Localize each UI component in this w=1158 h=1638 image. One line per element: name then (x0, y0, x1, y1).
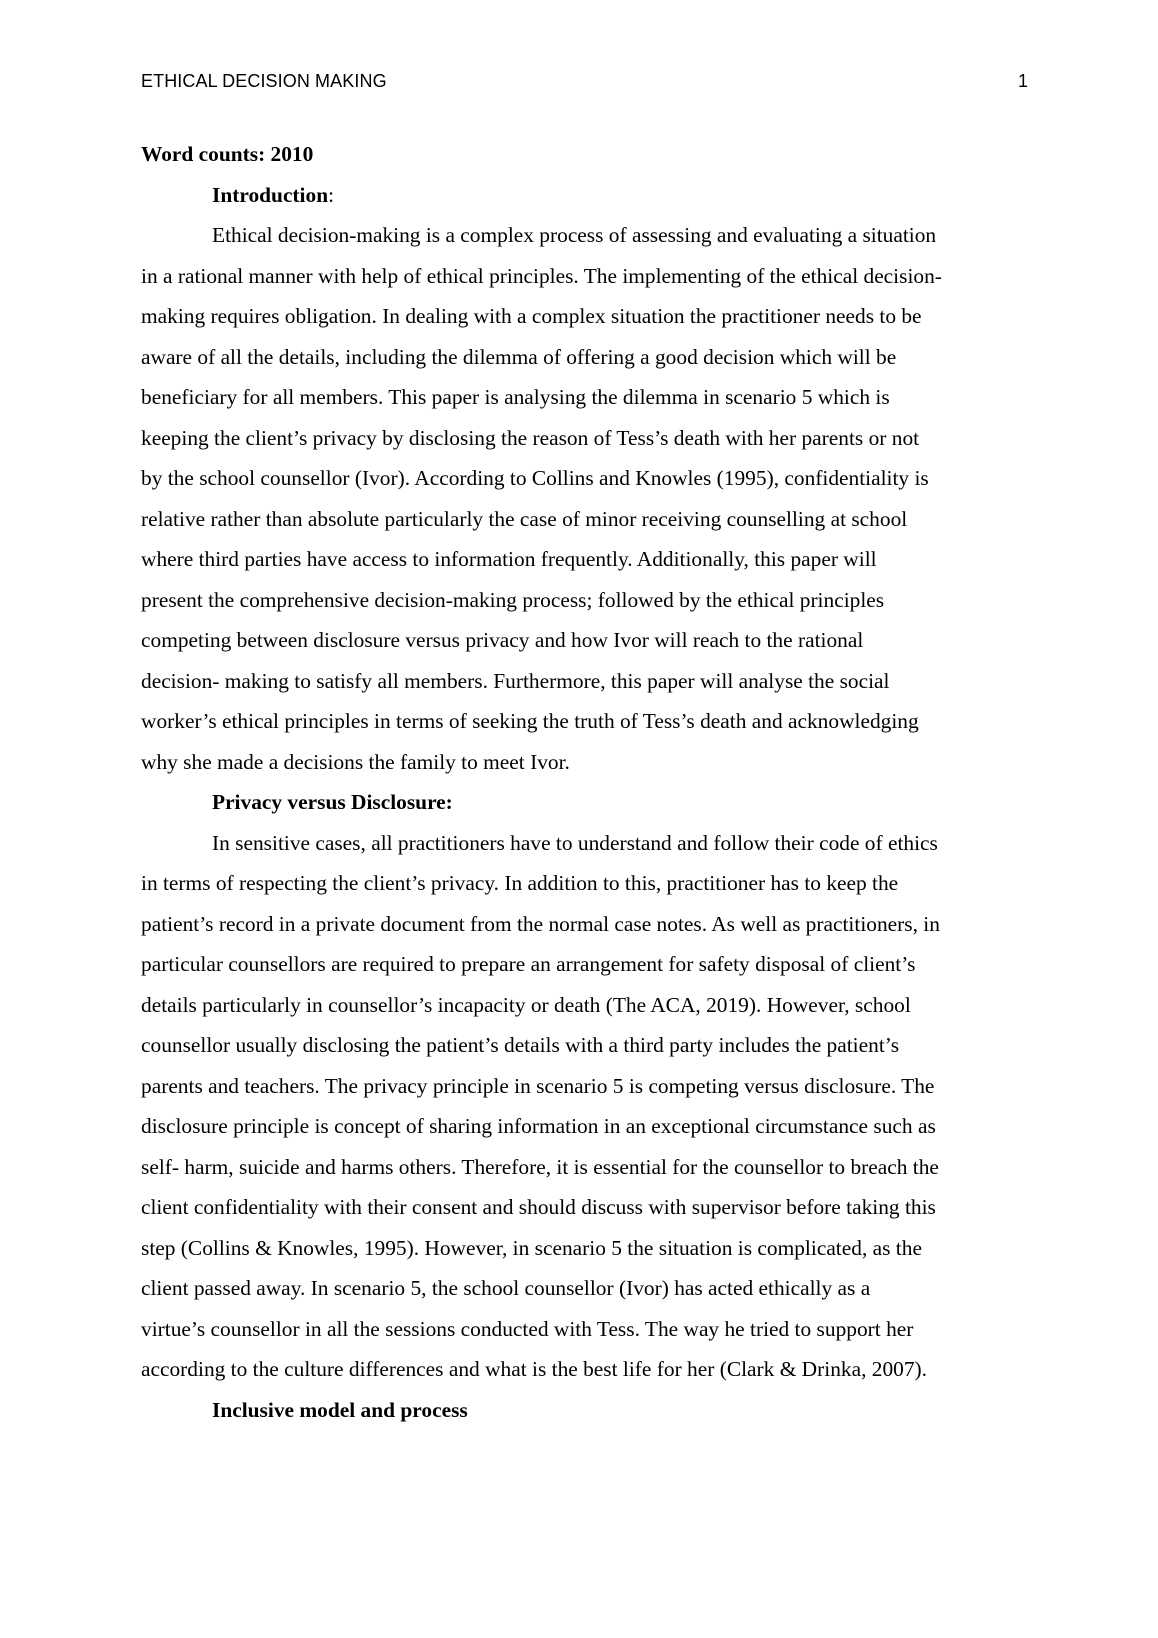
paragraph-line: where third parties have access to information frequently. Additionally, this paper will (141, 547, 877, 571)
paragraph-line: client passed away. In scenario 5, the school counsellor (Ivor) has acted ethically as a (141, 1276, 871, 1300)
paragraph-line: particular counsellors are required to prepare an arrangement for safety disposal of client’s (141, 952, 916, 976)
paragraph-line: according to the culture differences and what is the best life for her (Clark & Drinka, 2007). (141, 1357, 928, 1381)
paragraph-line: decision- making to satisfy all members. Furthermore, this paper will analyse the social (141, 668, 890, 693)
paragraph-line: keeping the client’s privacy by disclosing the reason of Tess’s death with her parents or not (141, 425, 920, 450)
document-body (141, 134, 1031, 1430)
introduction-heading-colon: : (328, 182, 335, 207)
paragraph-line: disclosure principle is concept of sharing information in an exceptional circumstance such as (141, 1114, 936, 1138)
paragraph-line: self- harm, suicide and harms others. Therefore, it is essential for the counsellor to breach the (141, 1154, 939, 1179)
paragraph-line: In sensitive cases, all practitioners have to understand and follow their code of ethics (212, 830, 938, 855)
paragraph-line: relative rather than absolute particularly the case of minor receiving counselling at school (141, 506, 908, 531)
paragraph-line: Ethical decision-making is a complex process of assessing and evaluating a situation (212, 223, 937, 247)
introduction-heading (141, 175, 1031, 216)
paragraph-line: counsellor usually disclosing the patient’s details with a third party includes the patient’s (141, 1033, 900, 1057)
paragraph-line: making requires obligation. In dealing with a complex situation the practitioner needs to be (141, 304, 922, 328)
paragraph-line: step (Collins & Knowles, 1995). However, in scenario 5 the situation is complicated, as the (141, 1235, 922, 1260)
paragraph-line: by the school counsellor (Ivor). According to Collins and Knowles (1995), confidentiality is (141, 466, 929, 490)
privacy-paragraph (141, 823, 1031, 1390)
paragraph-line: why she made a decisions the family to meet Ivor. (141, 749, 570, 774)
paragraph-line: client confidentiality with their consent and should discuss with supervisor before taking this (141, 1195, 936, 1219)
privacy-heading: Privacy versus Disclosure: (212, 790, 453, 814)
paragraph-line: parents and teachers. The privacy principle in scenario 5 is competing versus disclosure. The (141, 1073, 935, 1098)
inclusive-model-heading: Inclusive model and process (212, 1397, 468, 1422)
introduction-paragraph (141, 215, 1031, 782)
page-number: 1 (1017, 71, 1028, 91)
word-count: Word counts: 2010 (141, 142, 314, 166)
paragraph-line: worker’s ethical principles in terms of seeking the truth of Tess’s death and acknowledging (141, 709, 919, 733)
paragraph-line: in terms of respecting the client’s privacy. In addition to this, practitioner has to keep the (141, 871, 899, 895)
paragraph-line: competing between disclosure versus privacy and how Ivor will reach to the rational (141, 628, 864, 652)
paragraph-line: details particularly in counsellor’s incapacity or death (The ACA, 2019). However, school (141, 992, 911, 1017)
paragraph-line: aware of all the details, including the dilemma of offering a good decision which will be (141, 344, 897, 369)
introduction-heading-text: Introduction (212, 182, 329, 207)
running-head: ETHICAL DECISION MAKING (141, 71, 387, 91)
paragraph-line: present the comprehensive decision-making process; followed by the ethical principles (141, 587, 885, 612)
paragraph-line: patient’s record in a private document from the normal case notes. As well as practitioners, in (141, 911, 940, 936)
paragraph-line: virtue’s counsellor in all the sessions conducted with Tess. The way he tried to support her (141, 1316, 914, 1341)
paragraph-line: in a rational manner with help of ethical principles. The implementing of the ethical decision- (141, 263, 942, 288)
paragraph-line: beneficiary for all members. This paper is analysing the dilemma in scenario 5 which is (141, 385, 890, 409)
